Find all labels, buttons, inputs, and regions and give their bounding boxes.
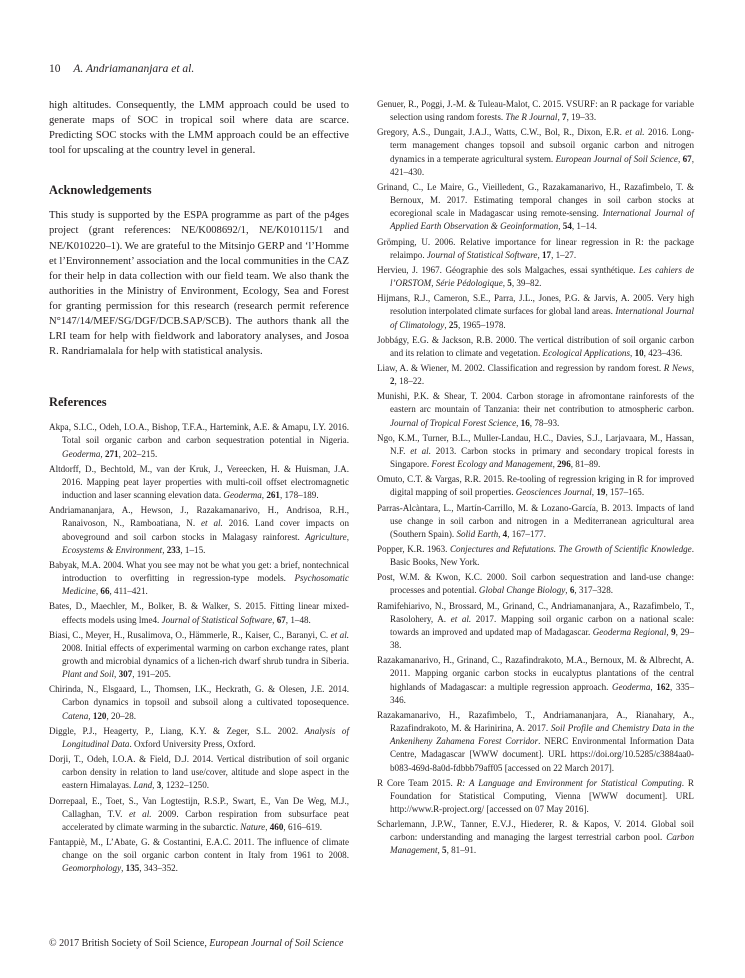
reference-sep: ,: [537, 249, 542, 260]
running-head: [49, 63, 194, 75]
reference-vol: 66: [100, 586, 110, 597]
reference-mid: 2016. Long-term management changes topsoil and subsoil organic carbon and nitrogen dynamics in a temperate agricultural system.: [390, 127, 694, 164]
reference-journal: The R Journal: [505, 112, 558, 123]
reference-post: . NERC Environmental Information Data Centre, Madagascar [WWW document]. URL https://doi.org/10.5285/c3884aa0-b083-469d-8a0d-fdbbb79aff05 [accessed on 22 March 2017].: [390, 736, 694, 773]
reference-journal: Plant and Soil: [62, 669, 115, 680]
reference-etal: et al.: [625, 127, 645, 138]
reference-entry: [377, 818, 694, 857]
reference-sep: ,: [691, 362, 694, 373]
reference-sep: ,: [261, 490, 267, 501]
reference-mid: 2016. Land cover impacts on aboveground and soil carbon stocks in Malagasy rainforest.: [62, 518, 350, 542]
reference-sep: ,: [650, 681, 657, 692]
reference-journal: Soil Profile and Chemistry Data in the Ankeniheny Zahamena Forest Corridor: [390, 723, 694, 747]
reference-post: , 178–189.: [279, 490, 319, 501]
reference-sep: ,: [557, 112, 563, 123]
reference-post: , 1–15.: [180, 544, 206, 555]
reference-vol: 54: [562, 221, 572, 232]
running-head-authors: A. Andriamananjara et al.: [73, 63, 195, 75]
reference-journal: Geosciences Journal: [515, 487, 592, 498]
reference-journal: International Journal of Climatology: [390, 306, 694, 330]
reference-pre: Omuto, C.T. & Vargas, R.R. 2015. Re-tooling of regression kriging in R for improved digital mapping of soil properties.: [377, 474, 694, 498]
reference-etal: et al.: [450, 613, 472, 624]
reference-post: , 191–205.: [132, 669, 171, 680]
reference-sep: ,: [272, 614, 277, 625]
reference-pre: Post, W.M. & Kwon, K.C. 2000. Soil carbon sequestration and land-use change: processes and potential.: [377, 572, 694, 596]
acknowledgements-text: This study is supported by the ESPA programme as part of the p4ges project (grant references: NE/K008692/1, NE/K010115/1 and NE/K010220–1). We are grateful to the Mitsinjo GERP and ‘l’Homme et l’Environnement’ association and the local communities in the CAZ for their help in data collection with our field team. We also thank the authorities in the Ministry of Environment, Ecology, Sea and Forest for granting permission for this research (research permit reference N°147/14/MEF/SG/DGF/DCB.SAP/SCB). The authors thank all the LRI team for help with fieldwork and laboratory analyses, and Josoa R. Randriamalala for help with statistical analysis.: [49, 210, 349, 358]
reference-vol: 17: [541, 249, 552, 260]
reference-post: , 343–352.: [139, 863, 178, 874]
reference-etal: et al.: [410, 445, 431, 456]
reference-mid: 2013. Carbon stocks in primary and secondary tropical forests in Singapore.: [390, 445, 695, 470]
reference-sep: ,: [265, 821, 270, 832]
reference-pre: Razakamanarivo, H., Grinand, C., Razafindrakoto, M.A., Bernoux, M. & Albrecht, A. 2011. Mapping organic carbon stocks in eucalyptus plantations of the central highlands of Madagascar: a multiple regression approach.: [377, 655, 694, 692]
reference-mid: 2009. Carbon respiration from subsurface peat accelerated by climate warming in the subarctic.: [62, 808, 349, 832]
reference-sep: ,: [498, 528, 503, 539]
reference-vol: 460: [269, 821, 284, 832]
reference-entry: [377, 264, 694, 290]
reference-post: , 81–91.: [446, 845, 477, 856]
reference-entry: [377, 98, 694, 124]
reference-sep: ,: [565, 585, 570, 596]
reference-pre: Akpa, S.I.C., Odeh, I.O.A., Bishop, T.F.A., Hartemink, A.E. & Amapu, I.Y. 2016. Total soil organic carbon and carbon sequestration potential in Nigeria.: [49, 422, 349, 446]
reference-post: , 20–28.: [106, 710, 137, 721]
reference-pre: Altdorff, D., Bechtold, M., van der Kruk, J., Vereecken, H. & Huisman, J.A. 2016. Mapping peat layer properties with multi-coil offset electromagnetic induction and laser scanning elevation data.: [49, 463, 349, 501]
reference-vol: 162: [656, 681, 670, 692]
reference-pre: Scharlemann, J.P.W., Tanner, E.V.J., Hiederer, R. & Kapos, V. 2014. Global soil carbon: understanding and managing the largest terrestrial carbon pool.: [377, 819, 694, 843]
reference-sep: ,: [666, 626, 672, 637]
reference-journal: Carbon Management: [390, 832, 694, 856]
reference-etal: et al.: [330, 629, 349, 640]
reference-journal: Journal of Statistical Software: [161, 614, 273, 625]
reference-sep: ,: [591, 487, 597, 498]
reference-entry: [49, 683, 349, 722]
reference-pre: Munishi, P.K. & Shear, T. 2004. Carbon storage in afromontane rainforests of the eastern arc mountain of Tanzania: their net contribution to atmospheric carbon.: [377, 391, 694, 415]
reference-vol: 120: [92, 710, 107, 721]
reference-vol: 2: [390, 376, 395, 387]
reference-post: , 18–22.: [394, 376, 425, 387]
reference-post: , 202–215.: [118, 448, 158, 459]
reference-sep: ,: [630, 347, 635, 358]
reference-vol: 67: [682, 153, 692, 164]
reference-post: , 39–82.: [511, 278, 542, 289]
reference-post: , 421–430.: [390, 153, 694, 177]
reference-post: , 1–14.: [571, 221, 597, 232]
reference-vol: 307: [118, 669, 133, 680]
reference-sep: ,: [114, 669, 119, 680]
reference-pre: Genuer, R., Poggi, J.-M. & Tuleau-Malot, C. 2015. VSURF: an R package for variable selection using random forests.: [377, 99, 694, 123]
reference-vol: 5: [442, 845, 447, 856]
reference-entry: [377, 126, 694, 179]
reference-vol: 135: [125, 863, 140, 874]
reference-sep: ,: [502, 278, 508, 289]
reference-journal: Journal of Tropical Forest Science: [390, 417, 517, 428]
reference-vol: 3: [156, 780, 162, 791]
reference-journal: Journal of Statistical Software: [426, 249, 538, 260]
reference-vol: 67: [276, 614, 286, 625]
reference-pre: Jobbágy, E.G. & Jackson, R.B. 2000. The vertical distribution of soil organic carbon and its relation to climate and vegetation.: [377, 334, 694, 358]
reference-vol: 25: [448, 319, 458, 330]
reference-list-right: [377, 98, 694, 858]
reference-entry: [377, 571, 694, 597]
reference-post: , 1–48.: [285, 614, 311, 625]
reference-post: , 19–33.: [566, 112, 597, 123]
reference-sep: ,: [516, 417, 521, 428]
reference-entry: [49, 725, 349, 751]
reference-pre: Ramifehiarivo, N., Brossard, M., Grinand, C., Andriamananjara, A., Razafimbelo, T., Rasolohery, A.: [377, 600, 694, 624]
reference-entry: [377, 709, 694, 775]
reference-journal: Analysis of Longitudinal Data: [62, 725, 349, 749]
reference-entry: [49, 421, 349, 460]
acknowledgements-heading: Acknowledgements: [49, 183, 152, 198]
reference-pre: Bates, D., Maechler, M., Bolker, B. & Walker, S. 2015. Fitting linear mixed-effects models using lme4.: [49, 601, 349, 625]
reference-vol: 19: [596, 487, 606, 498]
reference-vol: 4: [502, 528, 508, 539]
reference-mid: 2008. Initial effects of experimental warming on carbon exchange rates, plant growth and microbial dynamics of a lichen-rich dwarf shrub tundra in Siberia.: [62, 642, 349, 666]
reference-entry: [49, 753, 349, 792]
reference-entry: [377, 181, 694, 234]
reference-journal: Nature: [240, 821, 266, 832]
reference-mid: 2017. Mapping soil organic carbon on a national scale: towards an improved and updated map of Madagascar.: [390, 613, 694, 637]
reference-entry: [49, 559, 349, 598]
references-heading: References: [49, 395, 107, 410]
reference-post: , 157–165.: [605, 487, 645, 498]
page-number: 10: [49, 63, 61, 75]
reference-pre: Andriamananjara, A., Hewson, J., Razakamanarivo, H., Andrisoa, R.H., Ranaivoson, N., Ramboatiana, N.: [49, 505, 349, 529]
reference-pre: Biasi, C., Meyer, H., Rusalimova, O., Hämmerle, R., Kaiser, C., Baranyi, C.: [49, 629, 331, 640]
reference-entry: [377, 334, 694, 360]
reference-journal: European Journal of Soil Science: [555, 153, 678, 164]
reference-post: , 317–328.: [574, 585, 614, 596]
reference-etal: et al.: [201, 518, 223, 529]
reference-sep: ,: [100, 448, 105, 459]
reference-post: , 78–93.: [529, 417, 560, 428]
reference-sep: ,: [437, 845, 443, 856]
reference-post: , 335–346.: [390, 681, 695, 705]
reference-journal: Agriculture, Ecosystems & Environment: [62, 531, 349, 555]
reference-pre: R Core Team 2015.: [377, 777, 457, 788]
reference-pre: Dorji, T., Odeh, I.O.A. & Field, D.J. 2014. Vertical distribution of soil organic carbon density in relation to land use/cover, altitude and slope aspect in the eastern Himalayas.: [49, 754, 349, 791]
reference-post: , 423–436.: [643, 347, 683, 358]
reference-post: , 1–27.: [551, 249, 577, 260]
reference-pre: Liaw, A. & Wiener, M. 2002. Classification and regression by random forest.: [377, 362, 664, 373]
footer-copyright: © 2017 British Society of Soil Science,: [49, 938, 210, 949]
reference-pre: Hijmans, R.J., Cameron, S.E., Parra, J.L., Jones, P.G. & Jarvis, A. 2005. Very high resolution interpolated climate surfaces for global land areas.: [377, 293, 694, 317]
reference-vol: 7: [562, 112, 567, 123]
reference-pre: Diggle, P.J., Heagerty, P., Liang, K.Y. & Zeger, S.L. 2002.: [49, 725, 305, 736]
reference-vol: 271: [104, 448, 119, 459]
reference-sep: ,: [121, 863, 126, 874]
reference-entry: [377, 777, 694, 816]
reference-pre: Razakamanarivo, H., Razafimbelo, T., Andriamananjara, A., Rianahary, A., Razafindrakoto, M. & Harinirina, A. 2017.: [377, 709, 694, 734]
reference-sep: ,: [558, 221, 563, 232]
reference-post: . Basic Books, New York.: [390, 544, 695, 568]
reference-entry: [49, 463, 349, 502]
reference-journal: Les cahiers de l’ORSTOM, Série Pédologique: [390, 264, 694, 289]
intro-paragraph: high altitudes. Consequently, the LMM approach could be used to generate maps of SOC in tropical soil where data are scarce. Predicting SOC stocks with the LMM approach could be an effective tool for upscaling at the country level in general.: [49, 100, 349, 157]
reference-pre: Grinand, C., Le Maire, G., Vieilledent, G., Razakamanarivo, H., Razafimbelo, T. & Bernoux, M. 2017. Estimating temporal changes in soil carbon stocks at ecoregional scale in Madagascar using remote-sensing.: [377, 181, 694, 219]
right-column: [377, 98, 694, 860]
reference-entry: [49, 629, 349, 682]
footer-journal: European Journal of Soil Science: [209, 938, 344, 949]
reference-vol: 16: [520, 417, 530, 428]
reference-journal: Land: [133, 780, 153, 791]
reference-journal: Solid Earth: [456, 528, 499, 539]
reference-post: , 616–619.: [283, 821, 323, 832]
reference-entry: [49, 504, 349, 557]
reference-journal: Geomorphology: [62, 863, 122, 874]
reference-journal: Conjectures and Refutations. The Growth of Scientific Knowledge: [449, 544, 692, 554]
reference-post: , 29–38.: [390, 626, 695, 651]
reference-journal: Geoderma: [612, 681, 651, 692]
reference-list-left: [49, 421, 349, 875]
reference-post: . R Foundation for Statistical Computing, Vienna [WWW document]. URL http://www.R-project.org/ [accessed on 07 May 2016].: [390, 777, 694, 814]
reference-vol: 6: [569, 585, 575, 596]
left-column: [49, 98, 349, 877]
reference-pre: Dorrepaal, E., Toet, S., Van Logtestijn, R.S.P., Swart, E., Van De Weg, M.J., Callaghan, T.V.: [49, 795, 349, 819]
reference-sep: ,: [677, 153, 683, 164]
reference-entry: [377, 432, 694, 471]
reference-vol: 296: [557, 459, 571, 470]
reference-pre: Ngo, K.M., Turner, B.L., Muller-Landau, H.C., Davies, S.J., Larjavaara, M., Hassan, N.F.: [377, 432, 694, 456]
reference-sep: ,: [88, 710, 93, 721]
reference-pre: Fantappiè, M., L’Abate, G. & Costantini, E.A.C. 2011. The influence of climate change on the soil organic carbon content in Italy from 1961 to 2008.: [49, 837, 349, 861]
reference-entry: [49, 836, 349, 875]
reference-sep: ,: [444, 319, 449, 330]
reference-entry: [377, 502, 694, 541]
reference-pre: Babyak, M.A. 2004. What you see may not be what you get: a brief, nontechnical introduction to overfitting in regression-type models.: [49, 559, 349, 584]
reference-vol: 9: [671, 626, 676, 637]
reference-post: , 167–177.: [507, 528, 546, 539]
reference-vol: 261: [266, 490, 280, 501]
reference-sep: ,: [552, 459, 558, 470]
reference-vol: 233: [166, 544, 181, 555]
reference-journal: Catena: [62, 710, 89, 721]
reference-entry: [377, 654, 694, 707]
reference-journal: Psychosomatic Medicine: [62, 573, 349, 597]
reference-entry: [49, 795, 349, 834]
reference-sep: ,: [95, 586, 101, 597]
reference-vol: 10: [634, 347, 644, 358]
reference-entry: [377, 543, 694, 569]
footer: [49, 938, 343, 949]
reference-entry: [377, 390, 694, 429]
reference-journal: R News: [663, 362, 692, 373]
reference-journal: Geoderma: [62, 448, 101, 459]
reference-entry: [49, 600, 349, 626]
reference-entry: [377, 473, 694, 499]
reference-journal: Forest Ecology and Management: [431, 459, 553, 470]
reference-entry: [377, 600, 694, 653]
reference-entry: [377, 362, 694, 388]
reference-post: , 411–421.: [109, 586, 148, 597]
reference-post: , 81–89.: [570, 459, 601, 470]
reference-post: . Oxford University Press, Oxford.: [129, 738, 256, 749]
reference-journal: Geoderma: [223, 490, 262, 501]
reference-vol: 5: [507, 278, 512, 289]
reference-pre: Chirinda, N., Elsgaard, L., Thomsen, I.K., Heckrath, G. & Olesen, J.E. 2014. Carbon dynamics in topsoil and subsoil along a cultivated toposequence.: [49, 684, 349, 708]
reference-journal: Global Change Biology: [478, 585, 566, 596]
reference-pre: Parras-Alcàntara, L., Martín-Carrillo, M. & Lozano-García, B. 2013. Impacts of land use change in soil carbon and nitrogen in a Mediterranean agricultural area (Southern Spain).: [377, 502, 694, 539]
reference-journal: Geoderma Regional: [592, 626, 667, 637]
reference-pre: Gregory, A.S., Dungait, J.A.J., Watts, C.W., Bol, R., Dixon, E.R.: [377, 127, 626, 138]
reference-post: , 1232–1250.: [161, 780, 210, 791]
reference-etal: et al.: [129, 808, 152, 819]
reference-journal: R: A Language and Environment for Statistical Computing: [456, 777, 682, 788]
reference-post: , 1965–1978.: [457, 319, 506, 330]
reference-entry: [377, 292, 694, 331]
reference-sep: ,: [162, 544, 167, 555]
reference-journal: International Journal of Applied Earth Observation & Geoinformation: [390, 208, 694, 232]
reference-pre: Grömping, U. 2006. Relative importance for linear regression in R: the package relaimpo.: [377, 236, 694, 260]
reference-pre: Popper, K.R. 1963.: [377, 544, 450, 554]
reference-journal: Ecological Applications: [542, 347, 631, 358]
reference-sep: ,: [152, 780, 157, 791]
reference-pre: Hervieu, J. 1967. Géographie des sols Malgaches, essai synthétique.: [377, 264, 639, 275]
reference-entry: [377, 236, 694, 262]
